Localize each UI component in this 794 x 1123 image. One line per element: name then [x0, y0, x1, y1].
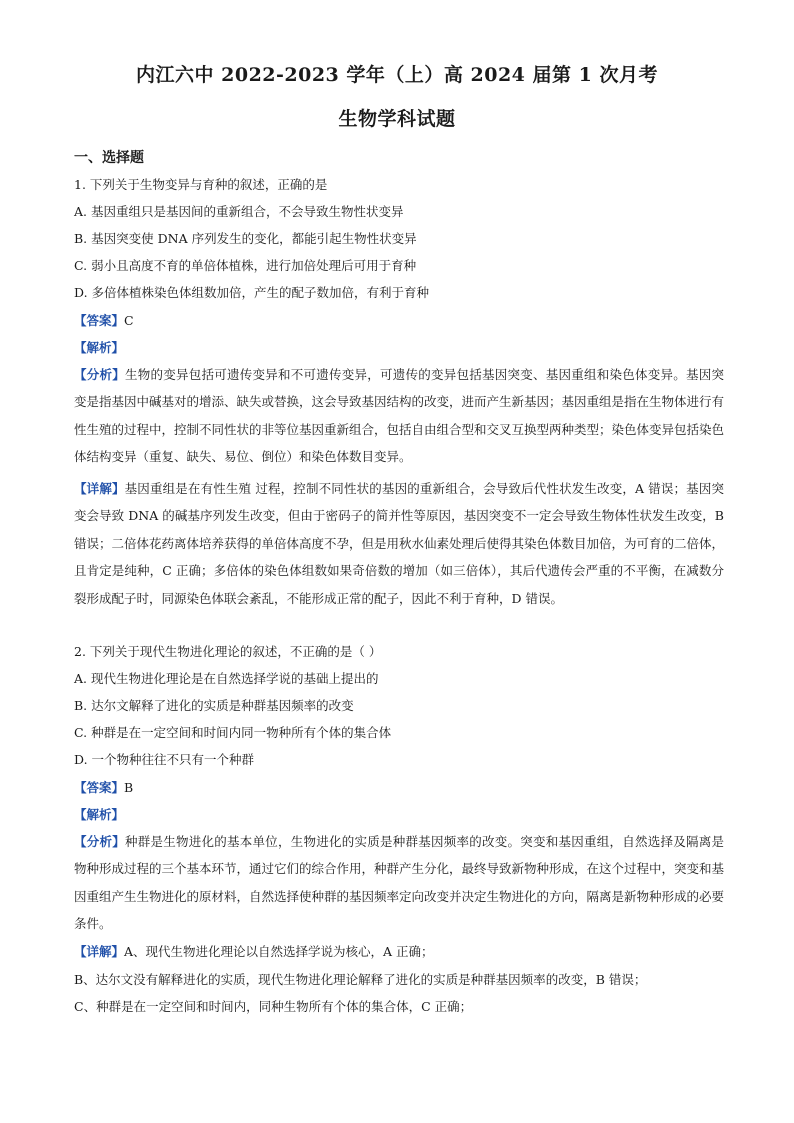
question-1-option-c: C. 弱小且高度不育的单倍体植株，进行加倍处理后可用于育种 — [74, 258, 417, 273]
question-2-detail-line-1: 【详解】A、现代生物进化理论以自然选择学说为核心，A 正确； — [74, 944, 434, 959]
analysis-tag: 【分析】 — [74, 834, 125, 849]
question-2-answer — [74, 780, 133, 796]
detail-text: 基因重组是在有性生殖 过程，控制不同性状的基因的重新组合，会导致后代性状发生改变，A 错误；基因突变会导致 DNA 的碱基序列发生改变，但由于密码子的简并性等原因，基因突变不一定会导致生物体性状发生改变，B 错误；二倍体花药离体培养获得的单倍体高度不孕，但是用秋水仙素处理后使得其染色体数目加倍，为可育的二倍体，且肯定是纯种，C 正确；多倍体的染色体组数如果奇倍数的增加（如三倍体），其后代遗传会严重的不平衡，在减数分裂形成配子时，同源染色体联会紊乱，不能形成正常的配子，因此不利于育种，D 错误。 — [74, 481, 725, 606]
question-2-option-c: C. 种群是在一定空间和时间内同一物种所有个体的集合体 — [74, 725, 392, 740]
question-2-option-a: A. 现代生物进化理论是在自然选择学说的基础上提出的 — [74, 671, 379, 686]
analysis-text: 生物的变异包括可遗传变异和不可遗传变异，可遗传的变异包括基因突变、基因重组和染色体变异。基因突变是指基因中碱基对的增添、缺失或替换，这会导致基因结构的改变，进而产生新基因；基因重组是指在生物体进行有性生殖的过程中，控制不同性状的非等位基因重新组合，包括自由组合型和交叉互换型两种类型；染色体变异包括染色体结构变异（重复、缺失、易位、倒位）和染色体数目变异。 — [74, 367, 725, 465]
section-heading: 一、选择题 — [74, 150, 144, 166]
answer-tag: 【答案】 — [74, 313, 125, 328]
answer-value: C — [124, 313, 134, 328]
detail-tag: 【详解】 — [74, 944, 125, 959]
question-1-option-b: B. 基因突变使 DNA 序列发生的变化，都能引起生物性状变异 — [74, 231, 417, 246]
question-1-detail — [74, 475, 724, 612]
question-2-analysis — [74, 828, 724, 938]
question-2-option-d: D. 一个物种往往不只有一个种群 — [74, 752, 255, 767]
question-2-option-b: B. 达尔文解释了进化的实质是种群基因频率的改变 — [74, 698, 354, 713]
question-1-explanation-tag: 【解析】 — [74, 340, 125, 355]
question-1-stem: 1. 下列关于生物变异与育种的叙述，正确的是 — [74, 177, 328, 192]
answer-tag: 【答案】 — [74, 780, 125, 795]
question-2-stem: 2. 下列关于现代生物进化理论的叙述，不正确的是（ ） — [74, 644, 382, 659]
question-2-detail-line-2: B、达尔文没有解释进化的实质，现代生物进化理论解释了进化的实质是种群基因频率的改变，B 错误； — [74, 972, 647, 987]
detail-tag: 【详解】 — [74, 481, 125, 496]
question-2-explanation-tag: 【解析】 — [74, 807, 125, 822]
question-1-option-a: A. 基因重组只是基因间的重新组合，不会导致生物性状变异 — [74, 204, 404, 219]
analysis-text: 种群是生物进化的基本单位，生物进化的实质是种群基因频率的改变。突变和基因重组，自然选择及隔离是物种形成过程的三个基本环节，通过它们的综合作用，种群产生分化，最终导致新物种形成，在这个过程中，突变和基因重组产生生物进化的原材料，自然选择使种群的基因频率定向改变并决定生物进化的方向，隔离是新物种形成的必要条件。 — [74, 834, 725, 932]
exam-subtitle: 生物学科试题 — [338, 108, 456, 130]
analysis-tag: 【分析】 — [74, 367, 125, 382]
question-2-detail-line-3: C、种群是在一定空间和时间内，同种生物所有个体的集合体，C 正确； — [74, 999, 473, 1014]
exam-title: 内江六中 2022-2023 学年（上）高 2024 届第 1 次月考 — [136, 64, 658, 86]
question-1-answer — [74, 313, 134, 329]
answer-value: B — [124, 780, 134, 795]
question-1-analysis — [74, 361, 724, 471]
question-1-option-d: D. 多倍体植株染色体组数加倍，产生的配子数加倍，有利于育种 — [74, 285, 430, 300]
